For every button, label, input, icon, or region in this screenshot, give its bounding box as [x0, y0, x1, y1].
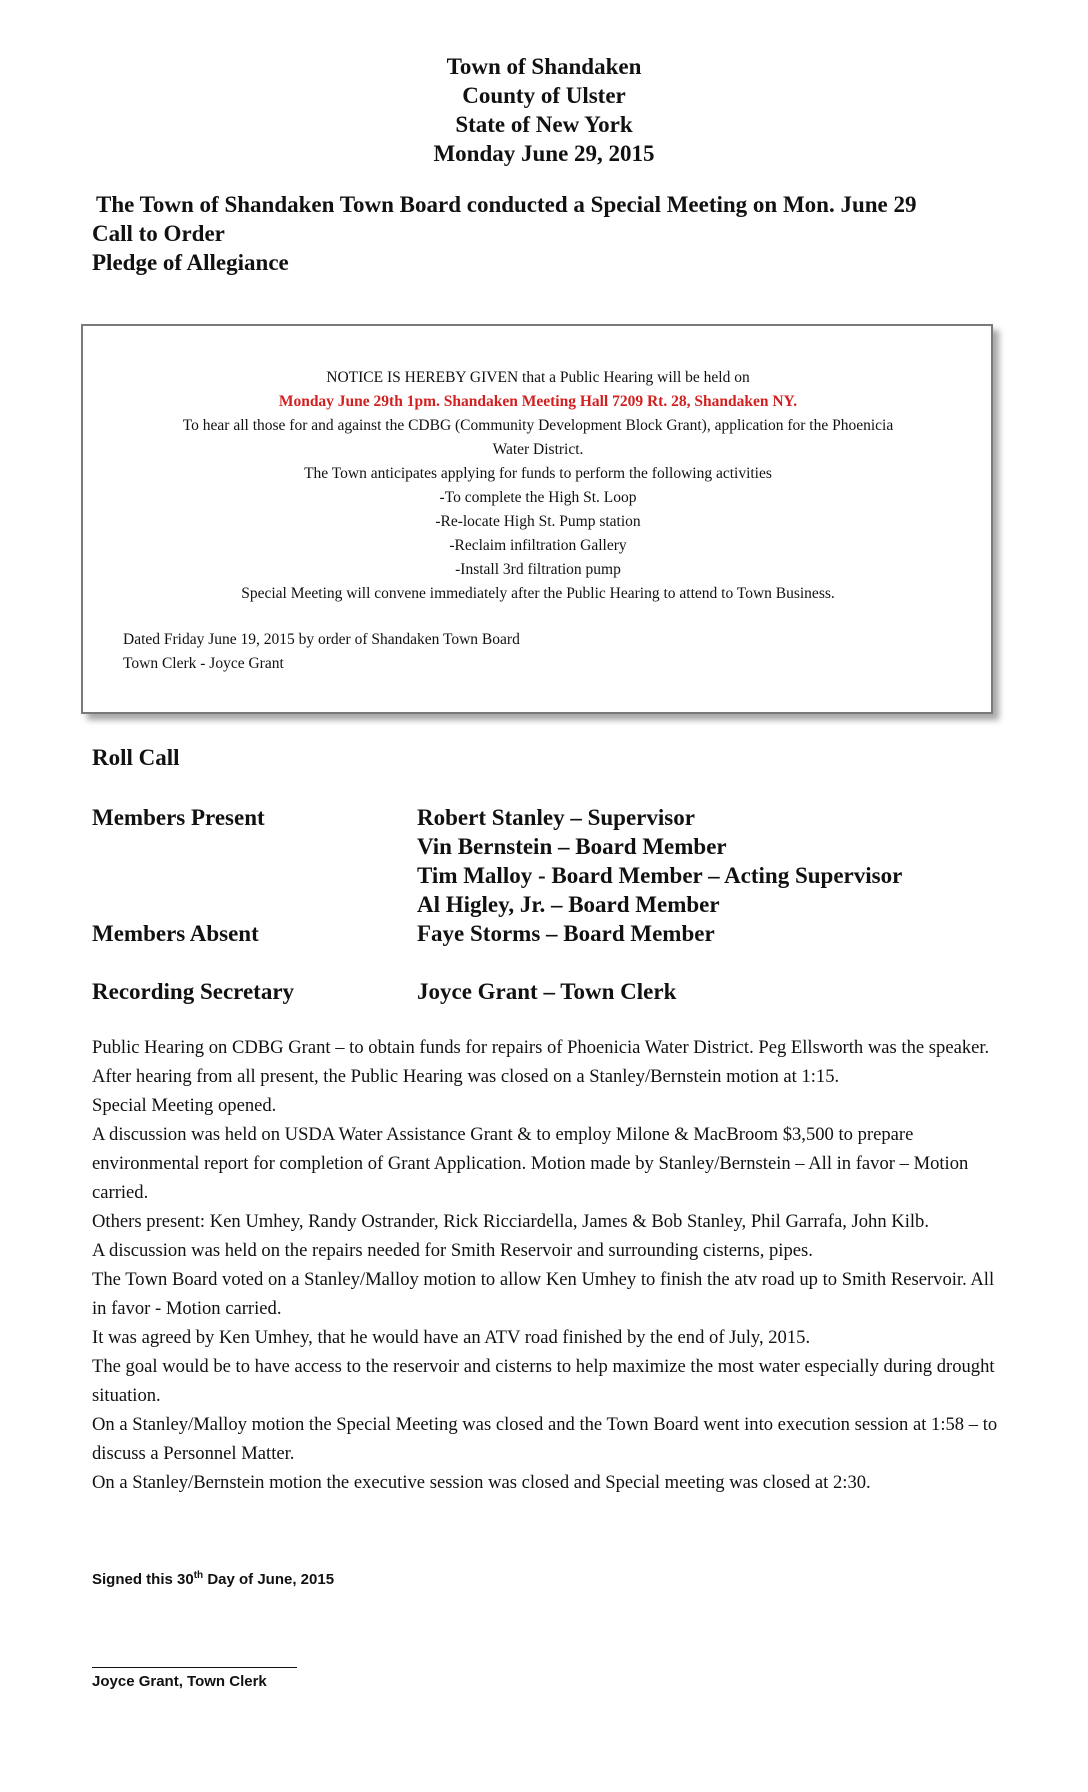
members-absent-label: Members Absent [92, 921, 259, 946]
notice-dated: Dated Friday June 19, 2015 by order of Shandaken Town Board [123, 631, 520, 648]
header-state: State of New York [455, 112, 633, 137]
header-town: Town of Shandaken [446, 54, 642, 79]
member-absent: Faye Storms – Board Member [417, 921, 715, 946]
minutes-paragraph: Special Meeting opened. [92, 1095, 277, 1116]
document-header [0, 52, 1088, 168]
header-county: County of Ulster [462, 83, 626, 108]
minutes-paragraph: On a Stanley/Bernstein motion the executive session was closed and Special meeting was closed at 2:30. [92, 1472, 871, 1493]
minutes-paragraph: Others present: Ken Umhey, Randy Ostrander, Rick Ricciardella, James & Bob Stanley, Phil Garrafa, John Kilb. [92, 1211, 929, 1232]
notice-line: The Town anticipates applying for funds to perform the following activities [304, 465, 772, 482]
member-present: Tim Malloy - Board Member – Acting Supervisor [417, 863, 903, 888]
minutes-paragraph: After hearing from all present, the Public Hearing was closed on a Stanley/Bernstein motion at 1:15. [92, 1066, 840, 1087]
notice-line: NOTICE IS HEREBY GIVEN that a Public Hearing will be held on [326, 369, 750, 386]
minutes-paragraph: The Town Board voted on a Stanley/Malloy motion to allow Ken Umhey to finish the atv road up to Smith Reservoir. All in favor - Motion carried. [92, 1269, 995, 1319]
pledge-of-allegiance: Pledge of Allegiance [92, 250, 289, 275]
signature-name: Joyce Grant, Town Clerk [92, 1673, 267, 1690]
header-date: Monday June 29, 2015 [433, 141, 655, 166]
roll-call-table [92, 803, 902, 1006]
notice-line: Water District. [492, 441, 584, 458]
minutes-paragraph: Public Hearing on CDBG Grant – to obtain funds for repairs of Phoenicia Water District. Peg Ellsworth was the speaker. [92, 1037, 990, 1058]
notice-activity: -To complete the High St. Loop [439, 489, 637, 506]
member-present: Robert Stanley – Supervisor [417, 805, 695, 830]
minutes-paragraph: On a Stanley/Malloy motion the Special Meeting was closed and the Town Board went into execution session at 1:58 – to discuss a Personnel Matter. [92, 1414, 998, 1464]
signed-suffix: Day of June, 2015 [203, 1571, 335, 1588]
notice-activity: -Re-locate High St. Pump station [435, 513, 641, 530]
notice-activity: -Install 3rd filtration pump [455, 561, 621, 578]
minutes-paragraph: The goal would be to have access to the reservoir and cisterns to help maximize the most water especially during drought situation. [92, 1356, 995, 1406]
minutes-paragraph: It was agreed by Ken Umhey, that he would have an ATV road finished by the end of July, 2015. [92, 1327, 811, 1348]
roll-call-heading: Roll Call [92, 745, 180, 770]
minutes-paragraph: A discussion was held on the repairs needed for Smith Reservoir and surrounding cisterns, pipes. [92, 1240, 813, 1261]
notice-line: To hear all those for and against the CDBG (Community Development Block Grant), application for the Phoenicia [182, 417, 894, 434]
public-hearing-notice [81, 324, 993, 714]
signed-ordinal: th [193, 1570, 204, 1581]
intro-statement: The Town of Shandaken Town Board conducted a Special Meeting on Mon. June 29 [96, 192, 917, 217]
minutes-paragraph: A discussion was held on USDA Water Assistance Grant & to employ Milone & MacBroom $3,500 to prepare environmental report for completion of Grant Application. Motion made by Stanley/Bernstein – All in favor – Motion carried. [92, 1124, 969, 1203]
signature-line [92, 1667, 297, 1668]
minutes-body [92, 1033, 1012, 1497]
meeting-intro [92, 190, 1052, 277]
notice-activity: -Reclaim infiltration Gallery [449, 537, 627, 554]
member-present: Al Higley, Jr. – Board Member [417, 892, 720, 917]
call-to-order: Call to Order [92, 221, 225, 246]
notice-clerk: Town Clerk - Joyce Grant [123, 655, 284, 672]
recording-secretary-label: Recording Secretary [92, 979, 295, 1004]
signed-date [92, 1570, 334, 1588]
recording-secretary: Joyce Grant – Town Clerk [417, 979, 677, 1004]
notice-meeting-details: Monday June 29th 1pm. Shandaken Meeting Hall 7209 Rt. 28, Shandaken NY. [278, 393, 798, 410]
notice-line: Special Meeting will convene immediately after the Public Hearing to attend to Town Business. [241, 585, 835, 602]
signed-prefix: Signed this 30 [92, 1571, 194, 1588]
member-present: Vin Bernstein – Board Member [417, 834, 727, 859]
members-present-label: Members Present [92, 805, 265, 830]
